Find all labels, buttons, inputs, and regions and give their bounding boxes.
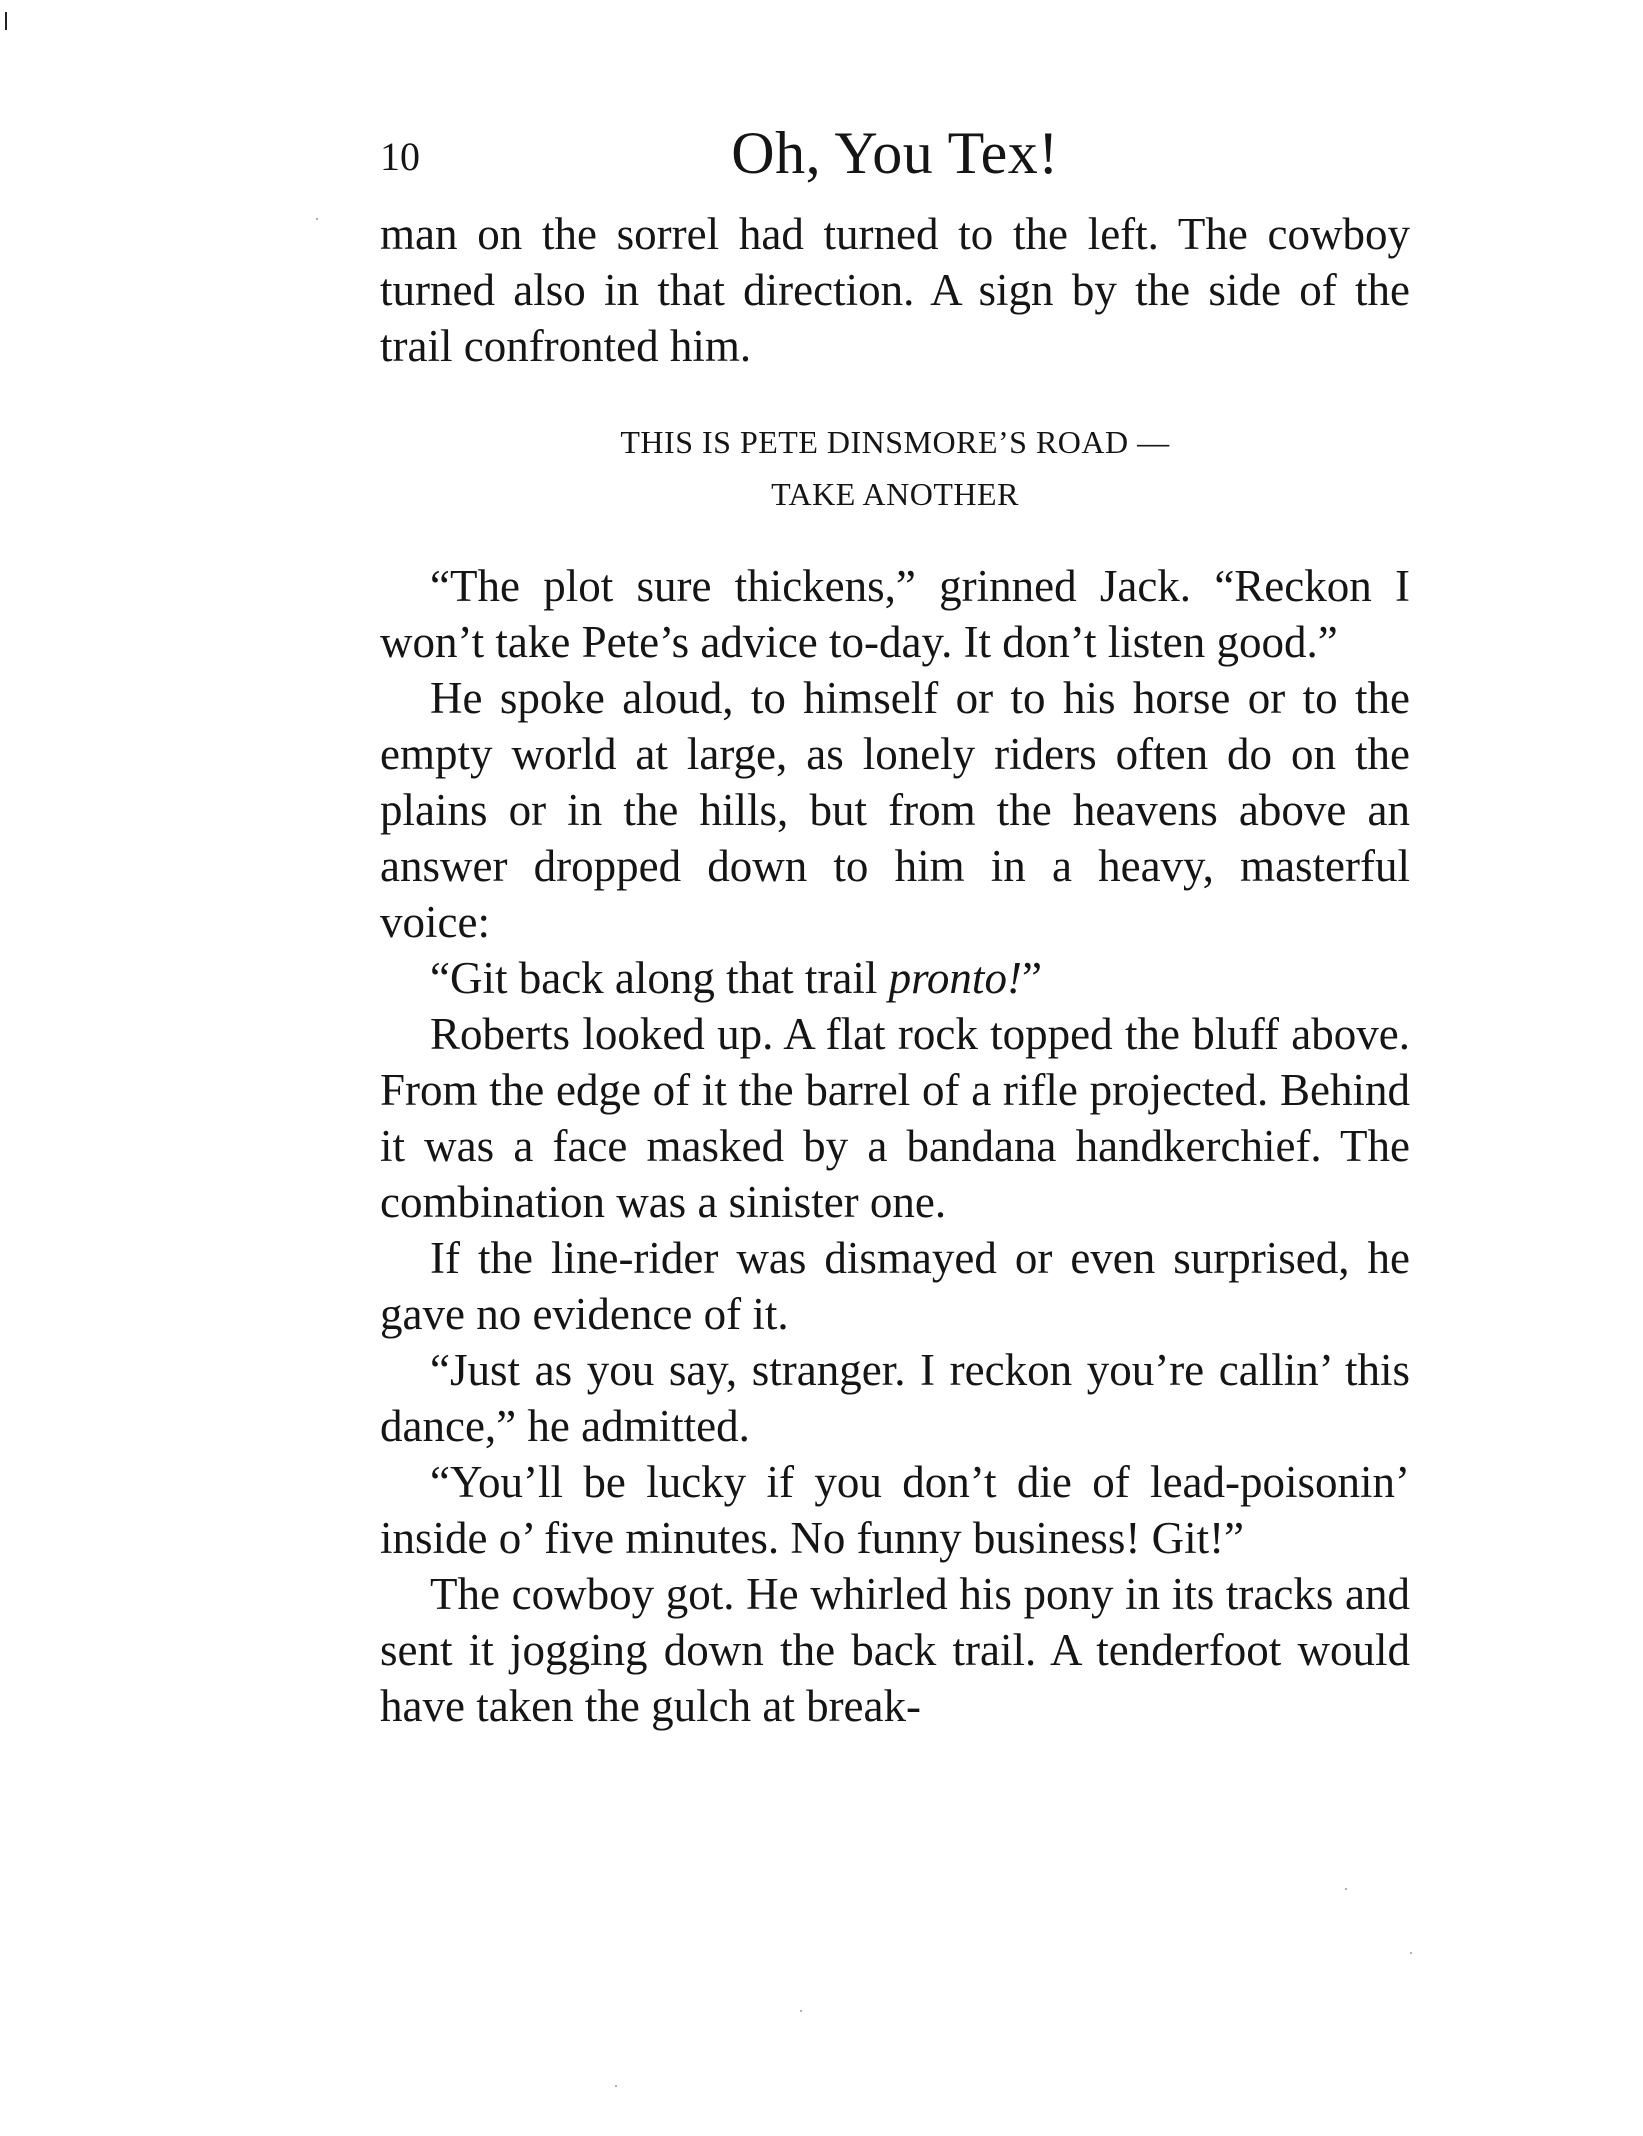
page-number: 10	[380, 134, 420, 179]
scan-mark	[5, 12, 7, 30]
quote-text: “Git back along that trail	[430, 953, 889, 1003]
scan-speck	[1345, 1888, 1347, 1890]
scan-speck	[316, 218, 318, 220]
paragraph: The cowboy got. He whirled his pony in its tracks and sent it jogging down the back trail. A tenderfoot would have taken the gulch at break-	[380, 1569, 1410, 1731]
page-header	[380, 118, 1410, 188]
quote-close: ”	[1021, 953, 1042, 1003]
italic-word: pronto!	[888, 953, 1022, 1003]
road-sign	[380, 416, 1410, 520]
body-text	[380, 206, 1410, 1734]
paragraph: Roberts looked up. A flat rock topped the bluff above. From the edge of it the barrel of a rifle projected. Behind it was a face masked by a bandana handkerchief. The combination was a sinister one.	[380, 1009, 1410, 1227]
paragraph	[380, 950, 1410, 1006]
paragraph: “The plot sure thickens,” grinned Jack. “Reckon I won’t take Pete’s advice to-day. It don’t listen good.”	[380, 561, 1410, 667]
scan-speck	[615, 2085, 617, 2087]
paragraph: “You’ll be lucky if you don’t die of lead-poisonin’ inside o’ five minutes. No funny business! Git!”	[380, 1457, 1410, 1563]
scan-speck	[1410, 1952, 1412, 1954]
paragraph: If the line-rider was dismayed or even surprised, he gave no evidence of it.	[380, 1233, 1410, 1339]
running-title: Oh, You Tex!	[731, 120, 1059, 186]
sign-line: TAKE ANOTHER	[771, 476, 1019, 512]
sign-line: THIS IS PETE DINSMORE’S ROAD —	[620, 424, 1170, 460]
paragraph: “Just as you say, stranger. I reckon you’re callin’ this dance,” he admitted.	[380, 1345, 1410, 1451]
paragraph: He spoke aloud, to himself or to his horse or to the empty world at large, as lonely riders often do on the plains or in the hills, but from the heavens above an answer dropped down to him in a heavy, masterful voice:	[380, 673, 1410, 947]
scan-speck	[800, 2010, 802, 2012]
paragraph: man on the sorrel had turned to the left. The cowboy turned also in that direction. A sign by the side of the trail confronted him.	[380, 209, 1410, 371]
